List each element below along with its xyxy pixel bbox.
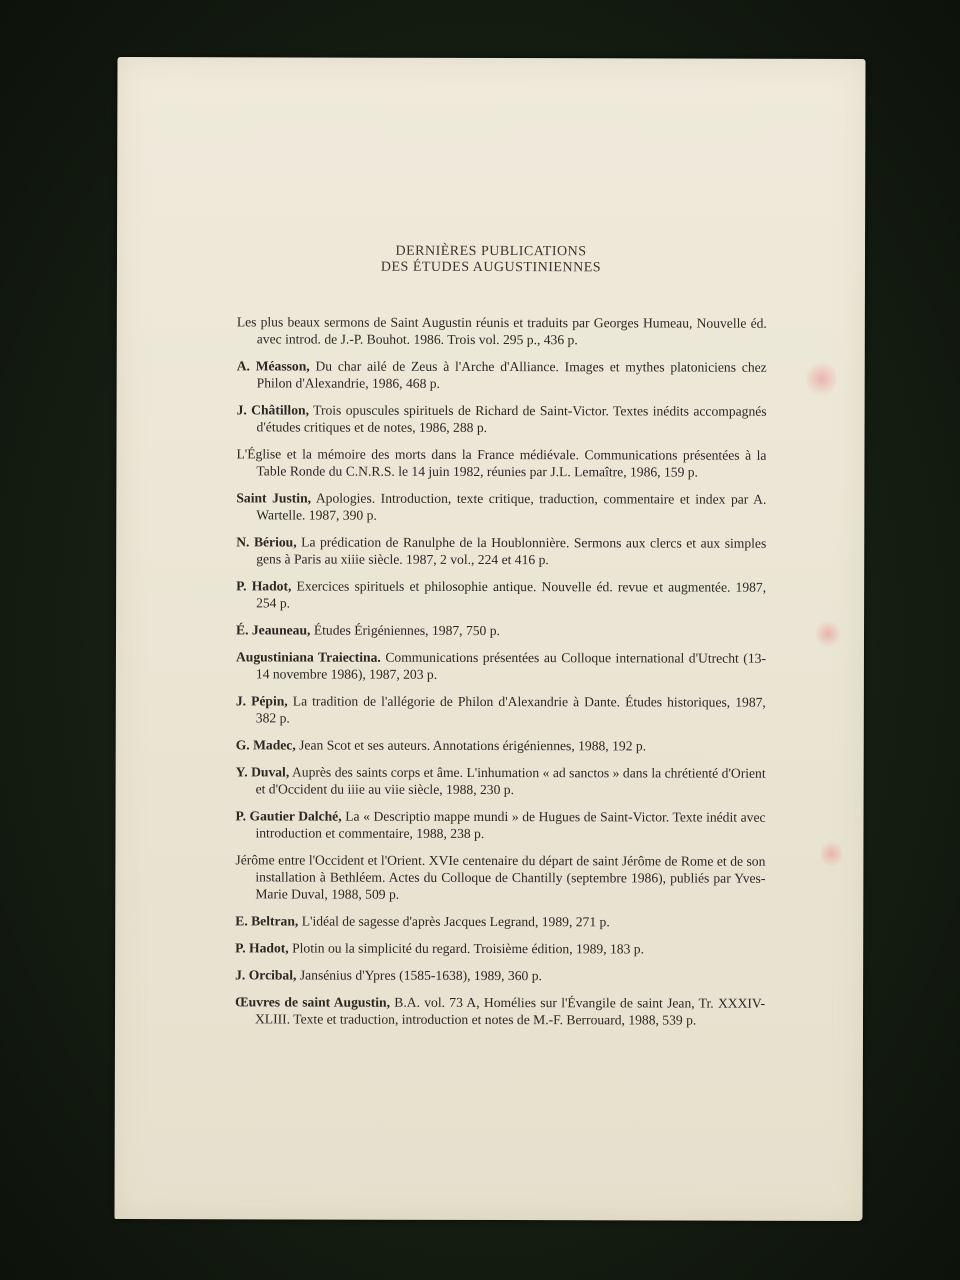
- list-item: [236, 736, 766, 754]
- list-item: [235, 807, 765, 842]
- entry-text: Auprès des saints corps et âme. L'inhumation « ad sanctos » dans la chrétienté d'Orient et d'Occident du iiie au viie siècle, 1988, 230 p.: [255, 764, 766, 798]
- entry-author: Œuvres de saint Augustin,: [235, 994, 391, 1010]
- entry-author: J. Pépin,: [235, 693, 288, 709]
- list-item: [235, 939, 765, 957]
- entry-author: J. Châtillon,: [236, 402, 310, 418]
- heading-line-1: DERNIÈRES PUBLICATIONS: [395, 243, 587, 260]
- list-item: [236, 489, 766, 524]
- entry-text: Du char ailé de Zeus à l'Arche d'Alliance. Images et mythes platoniciens chez Philon d'Alexandrie, 1986, 468 p.: [256, 358, 767, 391]
- entry-text: Jansénius d'Ypres (1585-1638), 1989, 360 p.: [296, 967, 542, 984]
- list-item: [236, 445, 766, 480]
- entry-author: P. Hadot,: [236, 578, 292, 594]
- list-item: [236, 577, 766, 612]
- entry-author: E. Beltran,: [235, 913, 299, 929]
- book-back-cover: [114, 57, 865, 1221]
- entry-text: Jérôme entre l'Occident et l'Orient. XVIe centenaire du départ de saint Jérôme de Rome et de son installation à Bethléem. Actes du Colloque de Chantilly (septembre 1986), publiés par Yves-Marie Duval, 1988, 509 p.: [235, 852, 766, 902]
- entry-text: Jean Scot et ses auteurs. Annotations érigéniennes, 1988, 192 p.: [295, 737, 647, 754]
- ink-stain: [807, 359, 837, 399]
- entry-text: B.A. vol. 73 A, Homélies sur l'Évangile de saint Jean, Tr. XXXIV-XLIII. Texte et traduction, introduction et notes de M.-F. Berrouard, 1988, 539 p.: [254, 994, 766, 1028]
- entry-text: La prédication de Ranulphe de la Houblonnière. Sermons aux clercs et aux simples gens à Paris au xiiie siècle. 1987, 2 vol., 224 et 416 p.: [256, 534, 767, 568]
- entry-author: J. Orcibal,: [235, 967, 297, 983]
- list-item: [235, 993, 765, 1028]
- list-item: [237, 401, 767, 436]
- entry-text: Trois opuscules spirituels de Richard de Saint-Victor. Textes inédits accompagnés d'études critiques et de notes, 1986, 288 p.: [256, 402, 767, 435]
- list-item: [237, 313, 767, 348]
- entry-text: La « Descriptio mappe mundi » de Hugues de Saint-Victor. Texte inédit avec introduction et commentaire, 1988, 238 p.: [255, 808, 766, 841]
- ink-stain: [816, 619, 840, 649]
- list-item: [235, 966, 765, 984]
- list-item: [235, 912, 765, 930]
- entry-author: É. Jeauneau,: [236, 622, 311, 638]
- entry-author: P. Hadot,: [235, 940, 289, 956]
- list-item: [236, 692, 766, 727]
- entry-text: Les plus beaux sermons de Saint Augustin réunis et traduits par Georges Humeau, Nouvelle éd. avec introd. de J.-P. Bouhot. 1986. Trois vol. 295 p., 436 p.: [236, 314, 767, 348]
- entry-author: Augustiniana Traiectina.: [235, 649, 381, 665]
- list-item: [236, 621, 766, 639]
- entry-text: L'Église et la mémoire des morts dans la France médiévale. Communications présentées à la Table Ronde du C.N.R.S. le 14 juin 1982, réunies par J.L. Lemaître, 1986, 159 p.: [236, 446, 767, 480]
- ink-stain: [820, 839, 842, 869]
- list-item: [236, 763, 766, 798]
- entry-author: N. Bériou,: [236, 534, 297, 550]
- entry-text: Exercices spirituels et philosophie antique. Nouvelle éd. revue et augmentée. 1987, 254 p.: [256, 578, 767, 611]
- entry-author: G. Madec,: [235, 737, 296, 753]
- publication-list: [235, 313, 767, 1038]
- entry-text: Communications présentées au Colloque international d'Utrecht (13-14 novembre 1986), 1987, 203 p.: [255, 649, 766, 682]
- entry-text: Apologies. Introduction, texte critique, traduction, commentaire et index par A. Wartelle. 1987, 390 p.: [256, 490, 767, 523]
- entry-author: Saint Justin,: [236, 490, 312, 506]
- list-item: [235, 851, 765, 903]
- heading-line-2: DES ÉTUDES AUGUSTINIENNES: [380, 259, 602, 276]
- entry-author: A. Méasson,: [236, 358, 310, 374]
- entry-text: Plotin ou la simplicité du regard. Troisième édition, 1989, 183 p.: [288, 940, 645, 957]
- list-item: [237, 357, 767, 392]
- entry-text: Études Érigéniennes, 1987, 750 p.: [310, 622, 500, 639]
- entry-author: P. Gautier Dalché,: [235, 808, 342, 824]
- entry-text: La tradition de l'allégorie de Philon d'Alexandrie à Dante. Études historiques, 1987, 382 p.: [255, 693, 766, 726]
- list-item: [236, 533, 766, 568]
- entry-author: Y. Duval,: [235, 764, 290, 780]
- entry-text: L'idéal de sagesse d'après Jacques Legrand, 1989, 271 p.: [298, 913, 610, 930]
- list-item: [236, 648, 766, 683]
